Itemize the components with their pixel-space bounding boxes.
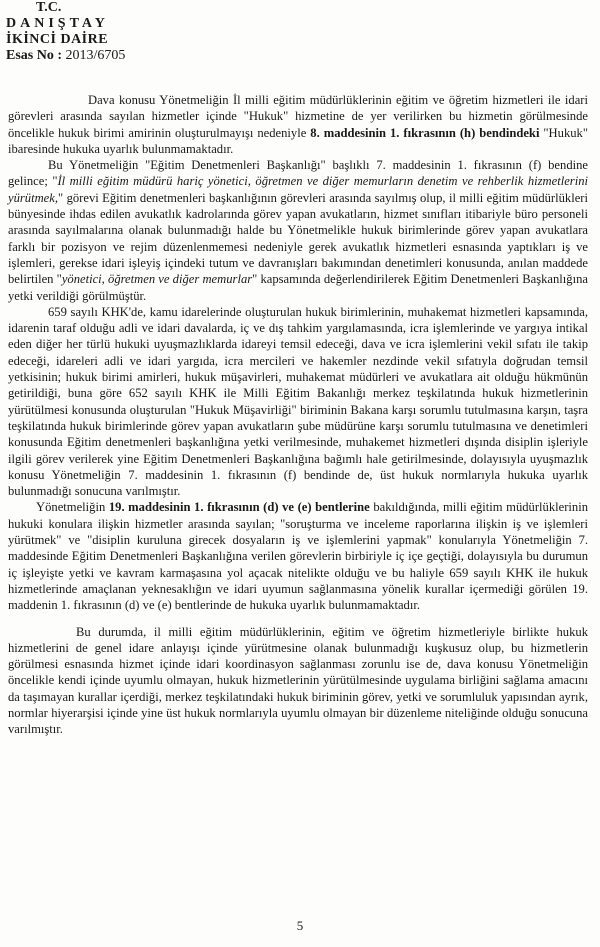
esas-number: 2013/6705 bbox=[65, 48, 126, 63]
p4-text-a: Yönetmeliğin bbox=[36, 500, 109, 515]
p2-text-e: " kapsamında değerlendirilerek Eğitim Denetmenleri Başkanlığına yetki verildiği görülmüştür. bbox=[8, 272, 588, 303]
document-body bbox=[8, 92, 588, 738]
paragraph-5: Bu durumda, il milli eğitim müdürlüklerinin, eğitim ve öğretim hizmetleriyle birlikte hukuk hizmetlerini de genel idare anlayışı içinde yürütmesine olanak bulunmadığı kuşkusuz olup, bu hizmetlerin görülmesi esnasında hizmet içinde idari koordinasyon sağlanması zorunlu ise de, dava konusu Yönetmeliğin öncelikle kendi içinde uyumlu olmayan, hukuk hizmetlerinin yürütülmesinde uygulama birliğini sağlama amacını da taşımayan kurallar içerdiği, merkez teşkilatındaki hukuk biriminin görev, yetki ve sorumluluk yapısından ayrık, normlar hiyerarşisi içinde yine üst hukuk normlarıyla uyumlu olmayan bir düzenleme niteliğinde olduğu sonucuna varılmıştır. bbox=[8, 624, 588, 737]
p1-text-c: "Hukuk" ibaresinde hukuka uyarlık bulunmamaktadır. bbox=[8, 125, 588, 156]
p4-text-g: " konularıyla Yönetmeliğin 7. maddesinde Eğitim Denetmenleri Başkanlığına verilen görevlerin birbiriyle iç içe geçtiği, dolayısıyla bu durumun iç işleyişte yetki ve kavram karmaşasına yol açacak nitelikte olduğu ve bu haliyle 659 sayılı KHK ile hukuk hizmetlerinde amaçlanan yeknesaklığın ve idari uyumun sağlanmasına yönelik kurallar içermediği görülen 19. maddenin 1. fıkrasının (d) ve (e) bentlerinde de hukuka uyarlık bulunmamaktadır. bbox=[8, 533, 589, 613]
paragraph-4 bbox=[8, 499, 588, 613]
document-header bbox=[6, 0, 125, 64]
esas-label: Esas No : bbox=[6, 48, 63, 63]
paragraph-3: 659 sayılı KHK'de, kamu idarelerinde oluşturulan hukuk birimlerinin, muhakemat hizmetleri kapsamında, idarenin taraf olduğu adli ve idari davalarda, iç ve dış tahkim yargılamasında, icra işlemlerinde ve yargıya intikal eden diğer her türlü hukuki uyuşmazlıklarda idareyi temsil edeceği, dava ve icra işlemlerini vekil sıfatı ile takip edeceği, idareleri adli ve idari yargıda, icra mercileri ve hakemler nezdinde vekil sıfatıyla doğrudan temsil yetkisinin; hukuk birimi amirleri, hukuk müşavirleri, muhakemat müdürleri ve avukatlara ait olduğu hükmünün getirildiği, buna göre 652 sayılı KHK ile Milli Eğitim Bakanlığı merkez teşkilatında hukuk hizmetlerinin yürütülmesi konusunda oluşturulan "Hukuk Müşavirliği" biriminin Bakana karşı sorumlu tutulmasına karşın, taşra teşkilatında hukuk birimlerinde görev yapan avukatların şube müdürüne karşı sorumlu tutulmasına ve denetimleri konusunda Eğitim denetmenleri başkanlığına yetki verilmesinde, muhakemet hizmetleri dışında disiplin işleriyle ilgili görev verilerek yine Eğitim Denetmenleri Başkanlığına bağımlı hale getirilmesinde, dolayısıyla uyuşmazlık konusu Yönetmeliğin 7. maddesinin 1. fıkrasının (f) bendinde de, üst hukuk normlarıyla hukuka uyarlık bulunmadığı sonucuna varılmıştır. bbox=[8, 304, 588, 499]
p4-quote-2: disiplin kuruluna girecek dosyaların iş ve işlemlerini yapmak bbox=[92, 533, 427, 548]
court-name: DANIŞTAY bbox=[6, 16, 109, 31]
paragraph-1 bbox=[8, 92, 588, 157]
p1-bold-article: 8. maddesinin 1. fıkrasının (h) bendindeki bbox=[310, 125, 540, 140]
chamber-name: İKİNCİ DAİRE bbox=[6, 32, 109, 47]
page-number: 5 bbox=[296, 918, 304, 933]
p4-text-e: " ve " bbox=[56, 533, 93, 548]
tc-label: T.C. bbox=[36, 0, 62, 15]
p2-text-a: Bu Yönetmeliğin "Eğitim Denetmenleri Başkanlığı" başlıklı 7. maddesinin 1. fıkrasının (f) bendine gelince; " bbox=[8, 158, 588, 189]
p2-italic-quote-2: yönetici, öğretmen ve diğer memurlar bbox=[61, 272, 253, 287]
p4-text-c: bakıldığında, milli eğitim müdürlüklerinin hukuki konulara ilişkin hizmetler arasında sayılan; " bbox=[8, 500, 588, 531]
p2-text-c: " görevi Eğitim denetmenleri başkanlığının görevleri arasında sayılmış olup, il milli eğitim müdürlükleri bünyesinde ihdas edilen avukatlık kadrolarında görev yapan avukatların, hizmet sınıfları itibariyle büro personeli arasında sayılmalarına olanak bulunmadığı halde bu Yönetmelikle hukuk birimlerinde görev yapan avukatlara farklı bir pozisyon ve rejim düzenlenmemesi nedeniyle gerek avukatlık hizmetleri esnasında yaptıkları iş ve işlemleri, gerekse idari işleyiş içindeki tutum ve davranışları bakımından denetimleri konusunda, anılan maddede belirtilen " bbox=[8, 190, 588, 287]
p2-italic-quote: İl milli eğitim müdürü hariç yönetici, öğretmen ve diğer memurların denetim ve rehberlik hizmetlerini yürütmek, bbox=[8, 174, 588, 205]
esas-line bbox=[6, 48, 125, 64]
p4-quote-1: soruşturma ve inceleme raporlarına ilişkin iş ve işlemleri yürütmek bbox=[8, 516, 589, 548]
p1-text-a: Dava konusu Yönetmeliğin İl milli eğitim müdürlüklerinin eğitim ve öğretim hizmetleri ile idari görevleri arasında sayılan hizmetler içinde "Hukuk" hizmetine de yer verilirken bu hizmetin görülmesinde öncelikle hukuk birimi amirinin oluşturulmayışı nedeniyle bbox=[8, 93, 588, 140]
paragraph-2 bbox=[8, 157, 588, 304]
p4-bold-article: 19. maddesinin 1. fıkrasının (d) ve (e) bentlerine bbox=[108, 500, 370, 515]
